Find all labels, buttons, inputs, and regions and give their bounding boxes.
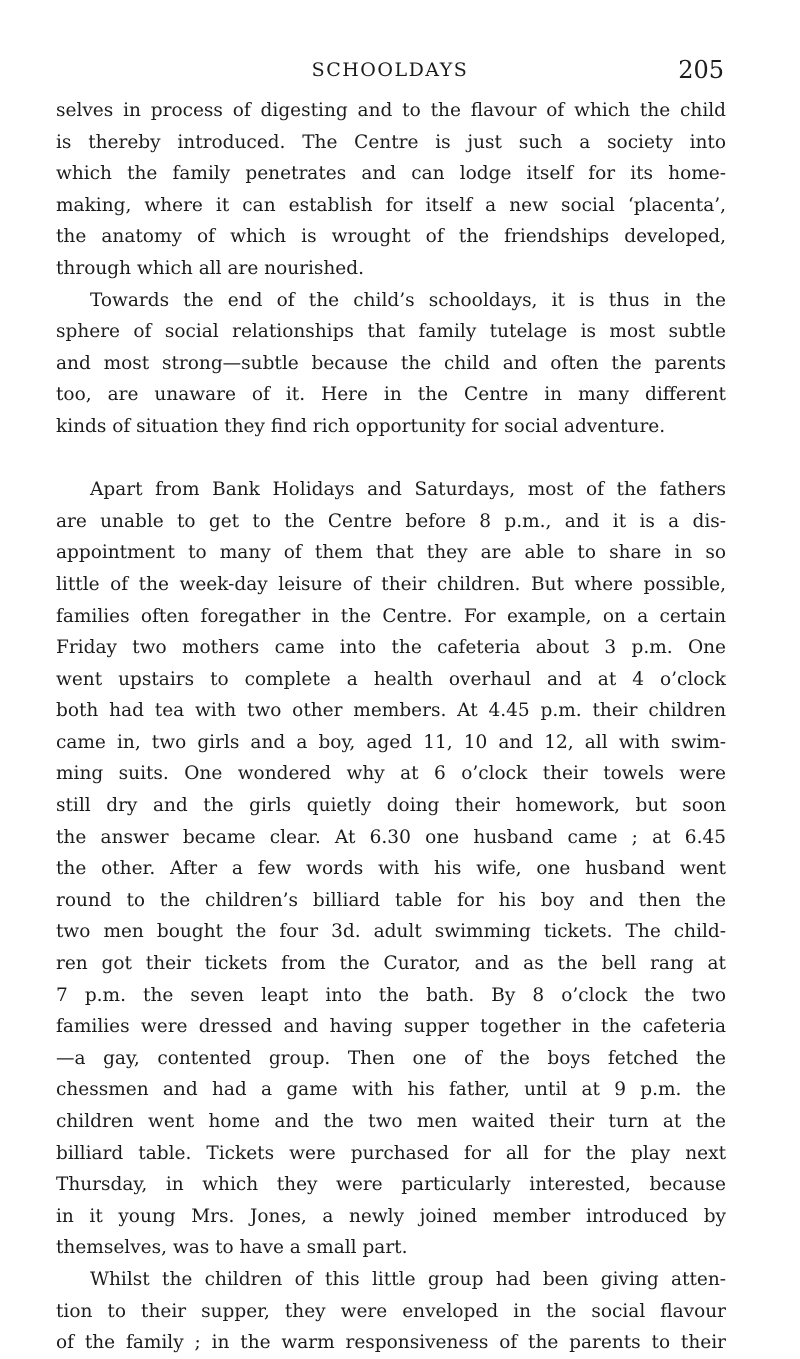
text-line: billiard table. Tickets were purchased for all for the play next [56,1142,726,1164]
text-line: through which all are nourished. [56,257,364,279]
paragraph [56,95,726,285]
page-number: 205 [678,56,724,84]
text-line: little of the week-day leisure of their children. But where possible, [56,573,726,595]
text-line: Apart from Bank Holidays and Saturdays, most of the fathers [90,479,726,501]
running-header [56,56,724,93]
text-line: —a gay, contented group. Then one of the boys fetched the [56,1047,726,1069]
text-line: tion to their supper, they were enveloped in the social flavour [56,1300,726,1322]
text-line: Towards the end of the child’s schooldays, it is thus in the [90,289,726,311]
text-line: ren got their tickets from the Curator, and as the bell rang at [56,953,726,975]
text-line: went upstairs to complete a health overhaul and at 4 o’clock [56,668,726,690]
text-line: both had tea with two other members. At 4.45 p.m. their children [56,700,726,722]
text-line: Friday two mothers came into the cafeteria about 3 p.m. One [56,637,726,659]
text-line: children went home and the two men waited their turn at the [56,1111,726,1132]
text-line: sphere of social relationships that family tutelage is most subtle [56,321,726,343]
text-line: making, where it can establish for itself a new social ‘placenta’, [56,194,726,216]
text-line: the answer became clear. At 6.30 one husband came ; at 6.45 [56,826,726,848]
paragraph [56,474,726,1264]
text-line: kinds of situation they find rich opportunity for social adventure. [56,415,666,437]
text-line: chessmen and had a game with his father, until at 9 p.m. the [56,1079,726,1101]
text-line: is thereby introduced. The Centre is just such a society into [56,131,726,153]
text-line: round to the children’s billiard table for his boy and then the [56,889,726,911]
text-line: came in, two girls and a boy, aged 11, 10 and 12, all with swim- [56,731,726,753]
paragraph-gap [56,443,726,475]
running-title: SCHOOLDAYS [311,59,469,81]
text-line: which the family penetrates and can lodge itself for its home- [56,163,726,185]
text-line: the anatomy of which is wrought of the friendships developed, [56,226,726,248]
text-line: are unable to get to the Centre before 8 p.m., and it is a dis- [56,510,726,532]
text-line: two men bought the four 3d. adult swimming tickets. The child- [56,921,726,943]
text-line: 7 p.m. the seven leapt into the bath. By 8 o’clock the two [56,984,726,1006]
text-line: the other. After a few words with his wife, one husband went [56,858,726,880]
text-line: and most strong—subtle because the child and often the parents [56,352,726,374]
text-line: themselves, was to have a small part. [56,1237,408,1259]
text-line: appointment to many of them that they are able to share in so [56,542,726,564]
text-line: still dry and the girls quietly doing their homework, but soon [56,795,726,817]
text-line: in it young Mrs. Jones, a newly joined member introduced by [56,1205,726,1227]
text-line: Thursday, in which they were particularly interested, because [56,1174,726,1196]
text-line: ming suits. One wondered why at 6 o’clock their towels were [56,763,726,785]
paragraph [56,1264,726,1359]
text-line: families often foregather in the Centre. For example, on a certain [56,605,726,627]
text-line: families were dressed and having supper together in the cafeteria [56,1016,726,1038]
body-text [56,95,726,1359]
text-line: too, are unaware of it. Here in the Centre in many different [56,384,726,406]
text-line: Whilst the children of this little group had been giving atten- [90,1268,726,1290]
paragraph [56,285,726,443]
text-line: selves in process of digesting and to the flavour of which the child [56,100,726,121]
text-line: of the family ; in the warm responsiveness of the parents to their [56,1332,726,1354]
